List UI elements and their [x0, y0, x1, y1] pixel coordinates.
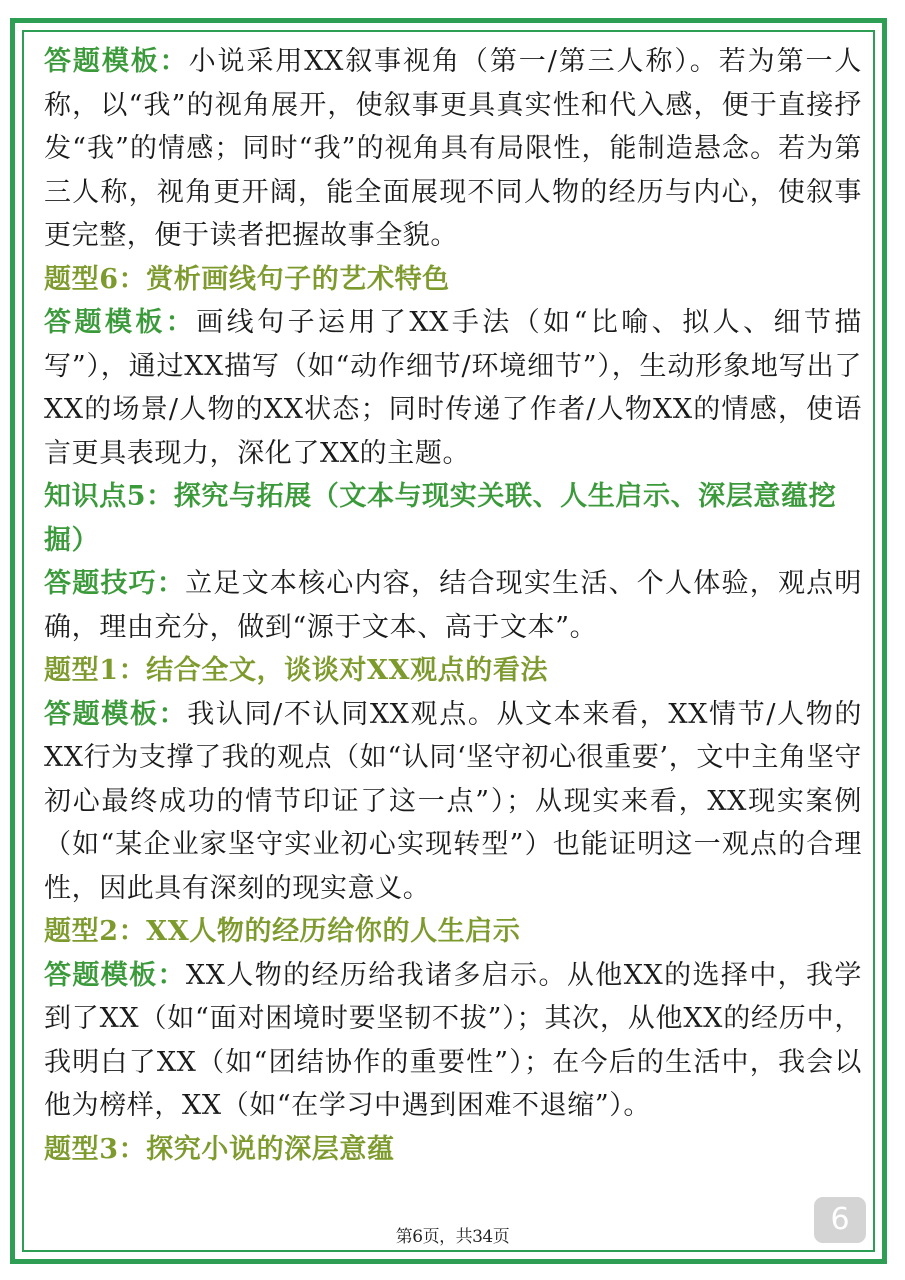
paragraph-label: 答题技巧： — [44, 568, 186, 599]
answer-template-paragraph — [44, 693, 862, 911]
question-type-heading: 题型2：XX人物的经历给你的人生启示 — [44, 916, 521, 947]
answer-tips-paragraph — [44, 562, 862, 649]
document-content — [44, 40, 862, 1171]
answer-template-paragraph — [44, 40, 862, 258]
question-type-heading: 题型3：探究小说的深层意蕴 — [44, 1133, 395, 1165]
answer-template-paragraph — [44, 301, 862, 475]
paragraph-text: 立足文本核心内容，结合现实生活、个人体验，观点明确，理由充分，做到“源于文本、高于文本”。 — [44, 568, 863, 643]
page-number-footer: 第6页，共34页 — [395, 1227, 510, 1247]
question-type-heading: 题型6：赏析画线句子的艺术特色 — [44, 263, 450, 295]
knowledge-point-heading: 知识点5：探究与拓展（文本与现实关联、人生启示、深层意蕴挖掘） — [44, 481, 837, 556]
answer-template-paragraph — [44, 954, 862, 1128]
paragraph-text: 画线句子运用了XX手法（如“比喻、拟人、细节描写”），通过XX描写（如“动作细节/环境细节”），生动形象地写出了XX的场景/人物的XX状态；同时传递了作者/人物XX的情感，使语言更具表现力，深化了XX的主题。 — [44, 307, 863, 469]
paragraph-label: 答题模板： — [44, 46, 189, 77]
page-number-badge: 6 — [814, 1197, 866, 1243]
paragraph-label: 答题模板： — [44, 307, 197, 338]
paragraph-label: 答题模板： — [44, 959, 186, 991]
paragraph-label: 答题模板： — [44, 698, 188, 730]
question-type-heading: 题型1：结合全文，谈谈对XX观点的看法 — [44, 655, 549, 686]
paragraph-text: 小说采用XX叙事视角（第一/第三人称）。若为第一人称，以“我”的视角展开，使叙事更具真实性和代入感，便于直接抒发“我”的情感；同时“我”的视角具有局限性，能制造悬念。若为第三人称，视角更开阔，能全面展现不同人物的经历与内心，使叙事更完整，便于读者把握故事全貌。 — [44, 46, 863, 251]
paragraph-text: 我认同/不认同XX观点。从文本来看，XX情节/人物的XX行为支撑了我的观点（如“认同‘坚守初心很重要’，文中主角坚守初心最终成功的情节印证了这一点”）；从现实来看，XX现实案例（如“某企业家坚守实业初心实现转型”）也能证明这一观点的合理性，因此具有深刻的现实意义。 — [44, 698, 862, 904]
paragraph-text: XX人物的经历给我诸多启示。从他XX的选择中，我学到了XX（如“面对困境时要坚韧不拔”）；其次，从他XX的经历中，我明白了XX（如“团结协作的重要性”）；在今后的生活中，我会以他为榜样，XX（如“在学习中遇到困难不退缩”）。 — [44, 959, 863, 1121]
